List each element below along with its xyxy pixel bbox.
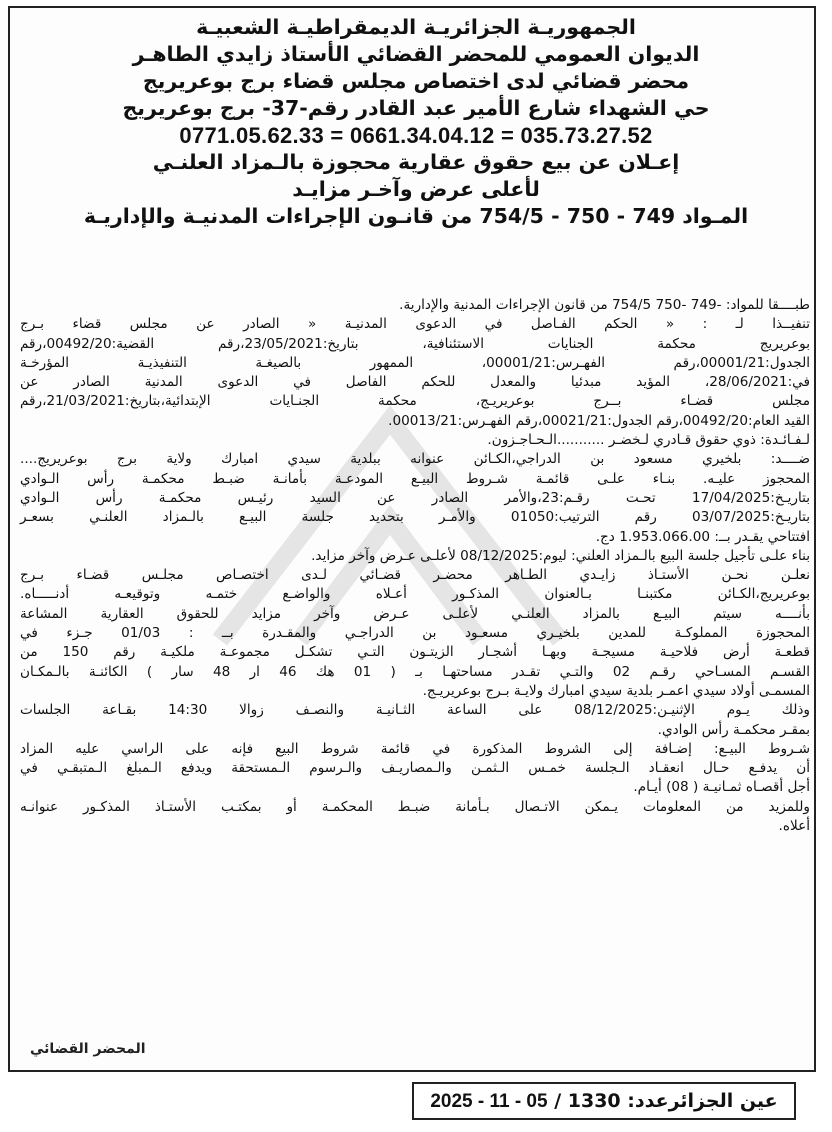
execution-line: في:28/06/2021، المؤيد مبدئيا والمعدل للحكم الفاصل في الدعوى المدنية الصادر عن xyxy=(20,374,810,391)
beneficiary-line: لـفـائـدة: ذوي حقوق قـادري لـخضـر ...........الـحـاجـزون. xyxy=(487,432,810,449)
reference-number: 1330 xyxy=(567,1090,621,1112)
execution-line: مجلس قضـاء بــرج بوعريريـج، محكمة الجنـايات الإبتدائية،بتاريخ:21/03/2021،رقم xyxy=(20,393,810,410)
announcer-line: نعلـن نحـن الأستـاذ زايـدي الطـاهر محضـر قضـائي لـدى اختصـاص مجلـس قضـاء بـرج xyxy=(20,567,810,584)
sale-line: قطعـة أرض فلاحيـة مسيجـة وبهـا أشجـار الزيتـون التـي تشكـل مجموعـة ملكيـة رقم 150 من xyxy=(20,644,811,661)
pursuant-line: طبــــقا للمواد: -749 -750 754/5 من قانون الإجراءات المدنية والإدارية. xyxy=(399,297,810,313)
office-address: حي الشهداء شارع الأمير عبد القادر رقم-37- برج بوعريريج xyxy=(122,96,710,120)
office-name: الديوان العمومي للمحضر القضائي الأستاذ زايدي الطاهـر xyxy=(132,42,700,66)
session-date-line: بمقـر محكمـة رأس الوادي. xyxy=(657,721,810,738)
info-line: وللمزيد من المعلومات يـمكن الاتـصال بـأمانة ضبـط المحكمـة أو بمكتـب الأستـاذ المذكـور عنوانـه xyxy=(20,798,810,815)
debtor-line: بتاريـخ:03/07/2025 رقم الترتيب:01050 والأمـر بتحديد جلسة البيـع بالـمزاد العلنـي بسعـر xyxy=(20,509,811,526)
info-line: أعلاه. xyxy=(778,818,810,835)
announcement-title: إعـلان عن بيع حقوق عقارية محجوزة بالـمزاد العلنـي xyxy=(152,150,680,174)
bailiff-role: محضر قضائي لدى اختصاص مجلس قضاء برج بوعريريج xyxy=(142,69,690,93)
reference-date: 2025 - 11 - 05 xyxy=(430,1091,548,1112)
debtor-line: ضــــد: بلخيري مسعود بن الدراجي،الكـائن عنوانه ببلدية سيدي امبارك ولاية برج بوعريريج.... xyxy=(20,451,810,468)
sale-conditions-line: أجل أقصـاه ثمـانيـة ( 08) أيـام. xyxy=(633,779,810,796)
sale-line: المسمـى أولاد سيدي اعمـر بلدية سيدي امبارك ولايـة بـرج بوعريريـج. xyxy=(422,682,810,699)
sale-line: بأنــــه سيتم البيـع بالمزاد العلنـي لأعلـى عـرض وآخر مزايد للحقوق العقارية المشاعة xyxy=(20,605,810,622)
header xyxy=(20,14,812,230)
sale-line: القسـم المسـاحي رقـم 02 والتـي تقـدر مساحتهـا بـ ( 01 هك 46 ار 48 سار ) الكائنـة بالـمكـان xyxy=(20,663,810,680)
execution-line: القيد العام:00492/20،رقم الجدول:00021/21،رقم الفهـرس:00013/21. xyxy=(388,412,810,429)
postponement-line: بناء علـى تأجيل جلسة البيع بالـمزاد العلني: ليوم:08/12/2025 لأعلـى عـرض وآخر مزايد. xyxy=(311,547,810,564)
announcer-line: بوعريريج،الكـائن مكتبنـا بـالعنوان المذكـور أعـلاه والواضـع ختمـه وتوقيعـه أدنـــــاه. xyxy=(20,586,810,603)
session-date-line: وذلك يـوم الإثنيـن:08/12/2025 على الساعة الثـانيـة والنصـف زوالا 14:30 بقـاعة الجلسات xyxy=(20,702,810,719)
sale-conditions-line: أن يدفـع حـال انعقـاد الـجلسة خمـس الـثمـن والـمصاريـف والـرسوم الـمستحقة ويدفع الـمبلغ الـمتبقـي في xyxy=(20,760,810,777)
execution-line: تنفيــذا لـ : « الحكم الفـاصل في الدعوى المدنيـة « الصادر عن مجلس قضاء بـرج xyxy=(20,316,810,333)
debtor-line: المحجوز عليـه. بنـاء علـى قائمـة شـروط البيـع المودعـة بأمانـة ضبـط محكمـة رأس الـوادي xyxy=(20,470,810,487)
phone-numbers: 0771.05.62.33 = 0661.34.04.12 = 035.73.27.52 xyxy=(179,123,653,148)
republic-title: الجمهوريـة الجزائريـة الديمقراطيـة الشعبيـة xyxy=(196,15,636,39)
reference-label: عين الجزائرعدد: xyxy=(627,1090,778,1112)
legal-articles: المـواد 749 - 750 - 754/5 من قانـون الإجراءات المدنيـة والإداريـة xyxy=(83,204,749,228)
announcement-body xyxy=(20,296,810,836)
execution-line: بوعريريج محكمة الجنايات الاستئنافية، بتاريخ:23/05/2021،رقم القضية:00492/20،رقم xyxy=(20,335,810,352)
signature: المحضر القضائي xyxy=(30,1041,146,1057)
execution-line: الجدول:00001/21،رقم الفهـرس:00001/21، الممهور بالصيغـة التنفيذيـة المؤرخـة xyxy=(20,354,810,371)
publication-reference: عين الجزائرعدد: 1330 / 2025 - 11 - 05 xyxy=(412,1082,796,1120)
sale-line: المحجوزة المملوكـة للمدين بلخيـري مسعـود بن الدراجـي والمقـدرة بــ : 01/03 جـزء في xyxy=(20,625,810,642)
sale-conditions-line: شـروط البيـع: إضـافة إلى الشروط المذكورة في قائمة شروط البيع فإنه على الراسي عليه المزاد xyxy=(20,740,810,757)
debtor-line: افتتاحي يقـدر بــ: 1.953.066.00 دج. xyxy=(595,528,810,545)
debtor-line: بتاريـخ:17/04/2025 تحـت رقـم:23،والأمر الصادر عن السيد رئيـس محكمـة رأس الـوادي xyxy=(20,489,810,506)
announcement-subtitle: لأعلى عرض وآخـر مزايـد xyxy=(292,177,540,201)
